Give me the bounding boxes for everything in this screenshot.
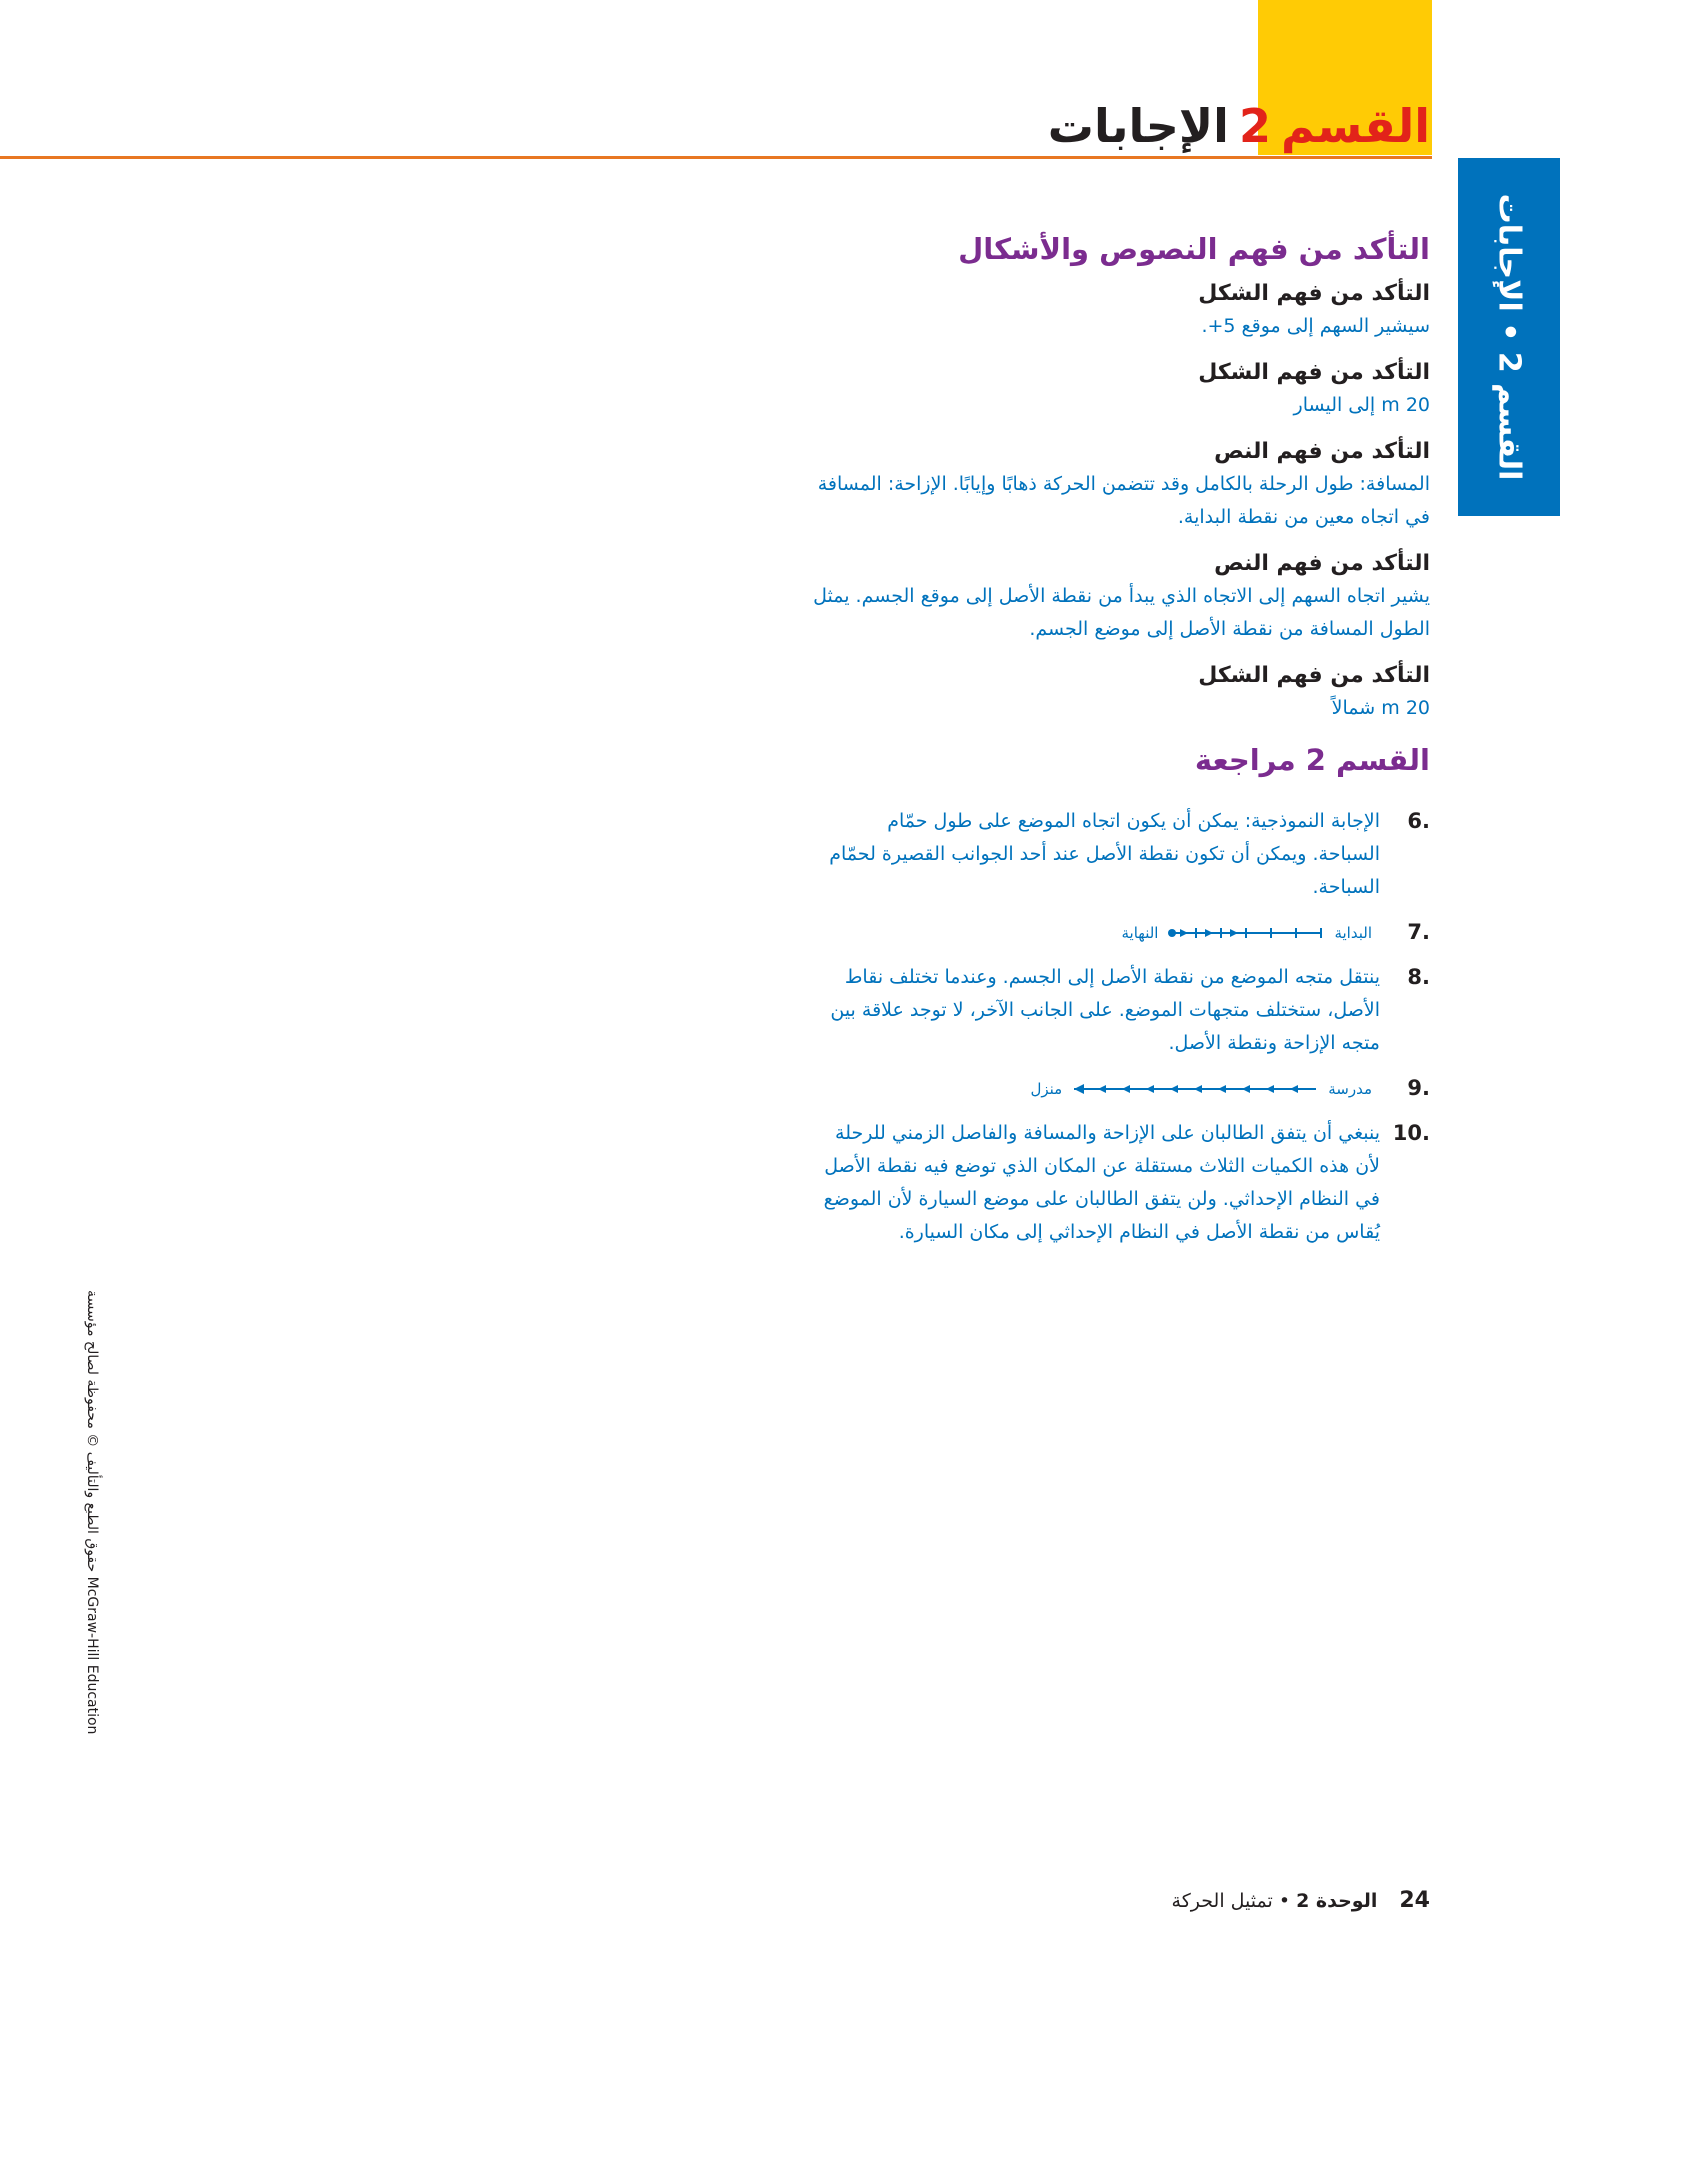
question-answer: ينتقل متجه الموضع من نقطة الأصل إلى الجسم. وعندما تختلف نقاط الأصل، ستختلف متجهات الموضع. على الجانب الآخر، لا توجد علاقة بين متجه الإزاحة ونقطة الأصل.: [830, 966, 1380, 1054]
check-item: [810, 357, 1430, 422]
check-item: [810, 278, 1430, 343]
displacement-diagram: [1114, 916, 1381, 949]
question-answer: ينبغي أن يتفق الطالبان على الإزاحة والمسافة والفاصل الزمني للرحلة لأن هذه الكميات الثلاث مستقلة عن المكان الذي توضع فيه نقطة الأصل في النظام الإحداثي. ولن يتفق الطالبان على موضع السيارة لأن الموضع يُقاس من نقطة الأصل في النظام الإحداثي إلى مكان السيارة.: [823, 1122, 1380, 1243]
diagram-end-label: منزل: [1030, 1079, 1063, 1098]
title-answers-word: الإجابات: [1047, 99, 1229, 153]
path-diagram: [1022, 1072, 1380, 1105]
check-item: [810, 436, 1430, 534]
title-section-number: 2: [1238, 99, 1271, 153]
question-6: [810, 805, 1430, 904]
vector-chain-arrow-icon: [1070, 1079, 1320, 1099]
diagram-start-label: مدرسة: [1328, 1079, 1372, 1098]
page-title: [1048, 96, 1430, 156]
check-answer: يشير اتجاه السهم إلى الاتجاه الذي يبدأ من نقطة الأصل إلى موقع الجسم. يمثل الطول المسافة من نقطة الأصل إلى موضع الجسم.: [813, 585, 1430, 640]
question-number: 7.: [1407, 920, 1430, 944]
check-item: [810, 660, 1430, 725]
answers-content: [810, 228, 1430, 1261]
footer-unit-title: تمثيل الحركة: [1171, 1890, 1273, 1912]
question-8: [810, 961, 1430, 1060]
question-7: [810, 916, 1430, 949]
check-title: التأكد من فهم النص: [1214, 551, 1430, 576]
header-rule: [0, 156, 1432, 159]
check-answer: سيشير السهم إلى موقع 5+.: [1201, 315, 1430, 337]
question-number: 10.: [1392, 1121, 1430, 1145]
check-title: التأكد من فهم الشكل: [1198, 663, 1430, 688]
reading-check-heading: التأكد من فهم النصوص والأشكال: [958, 232, 1430, 266]
question-number: 6.: [1407, 809, 1430, 833]
check-item: [810, 548, 1430, 646]
question-number: 8.: [1407, 965, 1430, 989]
question-10: [810, 1117, 1430, 1249]
title-section-word: القسم: [1280, 99, 1430, 153]
copyright-notice: حقوق الطبع والتأليف © محفوظة لصالح مؤسسة McGraw-Hill Education: [84, 1290, 100, 1735]
check-title: التأكد من فهم النص: [1214, 439, 1430, 464]
question-number: 9.: [1407, 1076, 1430, 1100]
check-answer: 20 m شمالاً: [1331, 697, 1430, 719]
question-answer: الإجابة النموذجية: يمكن أن يكون اتجاه الموضع على طول حمّام السباحة. ويمكن أن تكون نقطة الأصل عند أحد الجوانب القصيرة لحمّام السباحة.: [829, 810, 1380, 898]
number-line-arrow-icon: [1166, 923, 1326, 943]
side-tab-text: القسم 2 • الإجابات: [1491, 193, 1527, 481]
footer-unit-label: الوحدة 2: [1296, 1890, 1378, 1912]
page-number: 24: [1399, 1888, 1430, 1913]
diagram-start-label: البداية: [1334, 923, 1372, 942]
check-title: التأكد من فهم الشكل: [1198, 281, 1430, 306]
page-footer: [1172, 1888, 1430, 1913]
review-heading: القسم 2 مراجعة: [1194, 743, 1430, 777]
check-title: التأكد من فهم الشكل: [1198, 360, 1430, 385]
diagram-end-label: النهاية: [1121, 923, 1159, 942]
check-answer: 20 m إلى اليسار: [1293, 394, 1430, 416]
check-answer: المسافة: طول الرحلة بالكامل وقد تتضمن الحركة ذهابًا وإيابًا. الإزاحة: المسافة في اتجاه معين من نقطة البداية.: [817, 473, 1430, 528]
footer-separator: •: [1278, 1890, 1291, 1912]
question-9: [810, 1072, 1430, 1105]
